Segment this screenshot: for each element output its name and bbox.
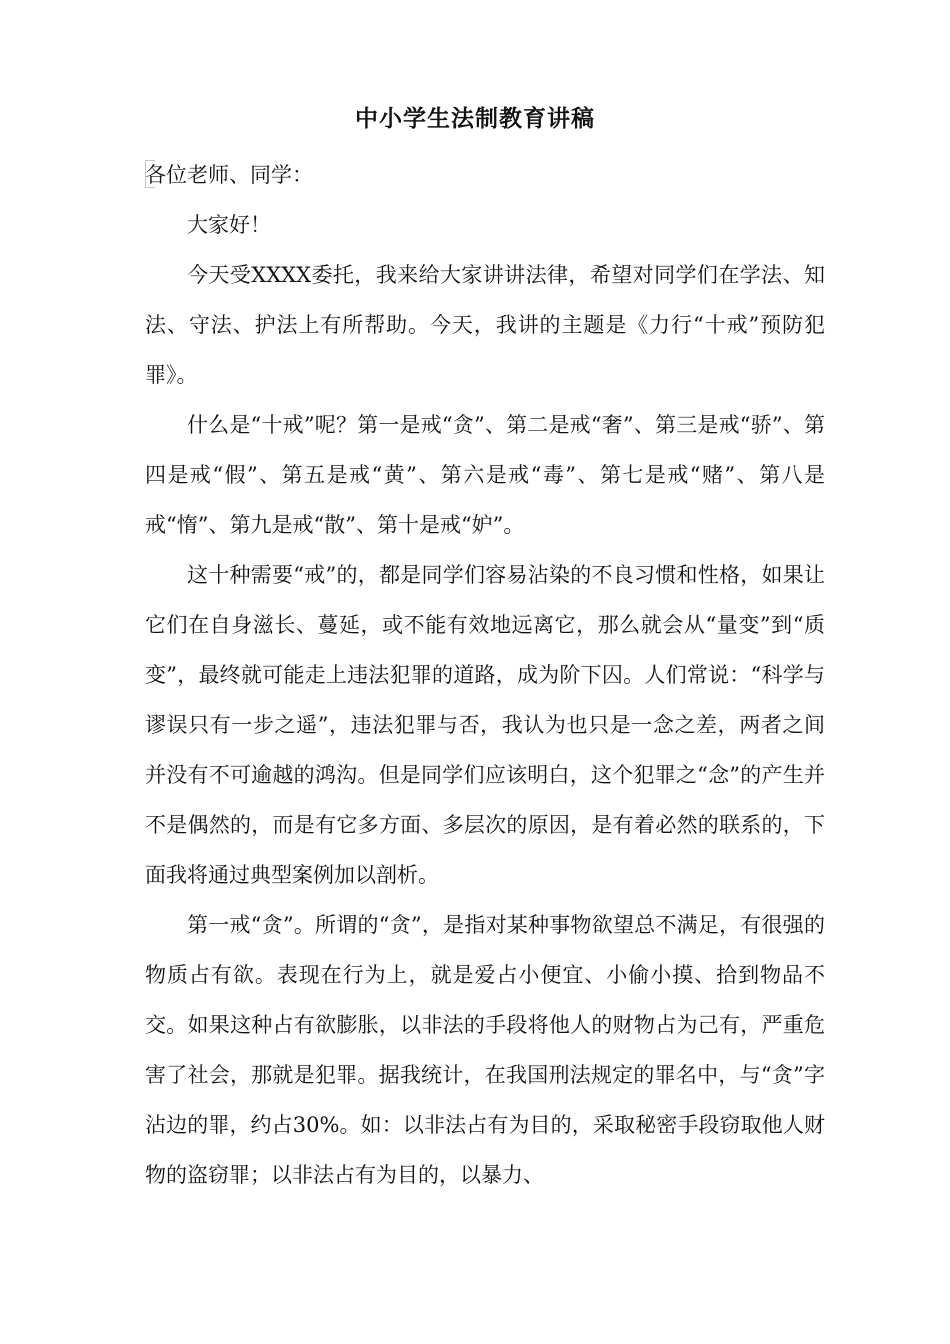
document-title: 中小学生法制教育讲稿 xyxy=(355,105,595,132)
paragraph-explanation: 这十种需要“戒”的，都是同学们容易沾染的不良习惯和性格，如果让它们在自身滋长、蔓延，或不能有效地远离它，那么就会从“量变”到“质变”，最终就可能走上违法犯罪的道路，成为阶下囚。人们常说：“科学与谬误只有一步之遥”，违法犯罪与否，我认为也只是一念之差，两者之间并没有不可逾越的鸿沟。但是同学们应该明白，这个犯罪之“念”的产生并不是偶然的，而是有它多方面、多层次的原因，是有着必然的联系的，下面我将通过典型案例加以剖析。 xyxy=(145,563,825,887)
salutation-text: 各位老师、同学： xyxy=(145,163,313,187)
paragraph-first-precept: 第一戒“贪”。所谓的“贪”，是指对某种事物欲望总不满足，有很强的物质占有欲。表现在行为上，就是爱占小便宜、小偷小摸、拾到物品不交。如果这种占有欲膨胀，以非法的手段将他人的财物占为己有，严重危害了社会，那就是犯罪。据我统计，在我国刑法规定的罪名中，与“贪”字沾边的罪，约占30%。如：以非法占有为目的，采取秘密手段窃取他人财物的盗窃罪；以非法占有为目的，以暴力、 xyxy=(145,913,825,1187)
text-cursor-marker xyxy=(145,160,155,188)
paragraph-intro: 今天受XXXX委托，我来给大家讲讲法律，希望对同学们在学法、知法、守法、护法上有所帮助。今天，我讲的主题是《力行“十戒”预防犯罪》。 xyxy=(145,263,825,387)
salutation-line xyxy=(145,150,825,200)
paragraph-ten-precepts: 什么是“十戒”呢？第一是戒“贪”、第二是戒“奢”、第三是戒“骄”、第四是戒“假”、第五是戒“黄”、第六是戒“毒”、第七是戒“赌”、第八是戒“惰”、第九是戒“散”、第十是戒“妒”。 xyxy=(145,413,825,537)
document-body xyxy=(145,150,825,1200)
paragraph-greeting: 大家好！ xyxy=(187,213,271,237)
